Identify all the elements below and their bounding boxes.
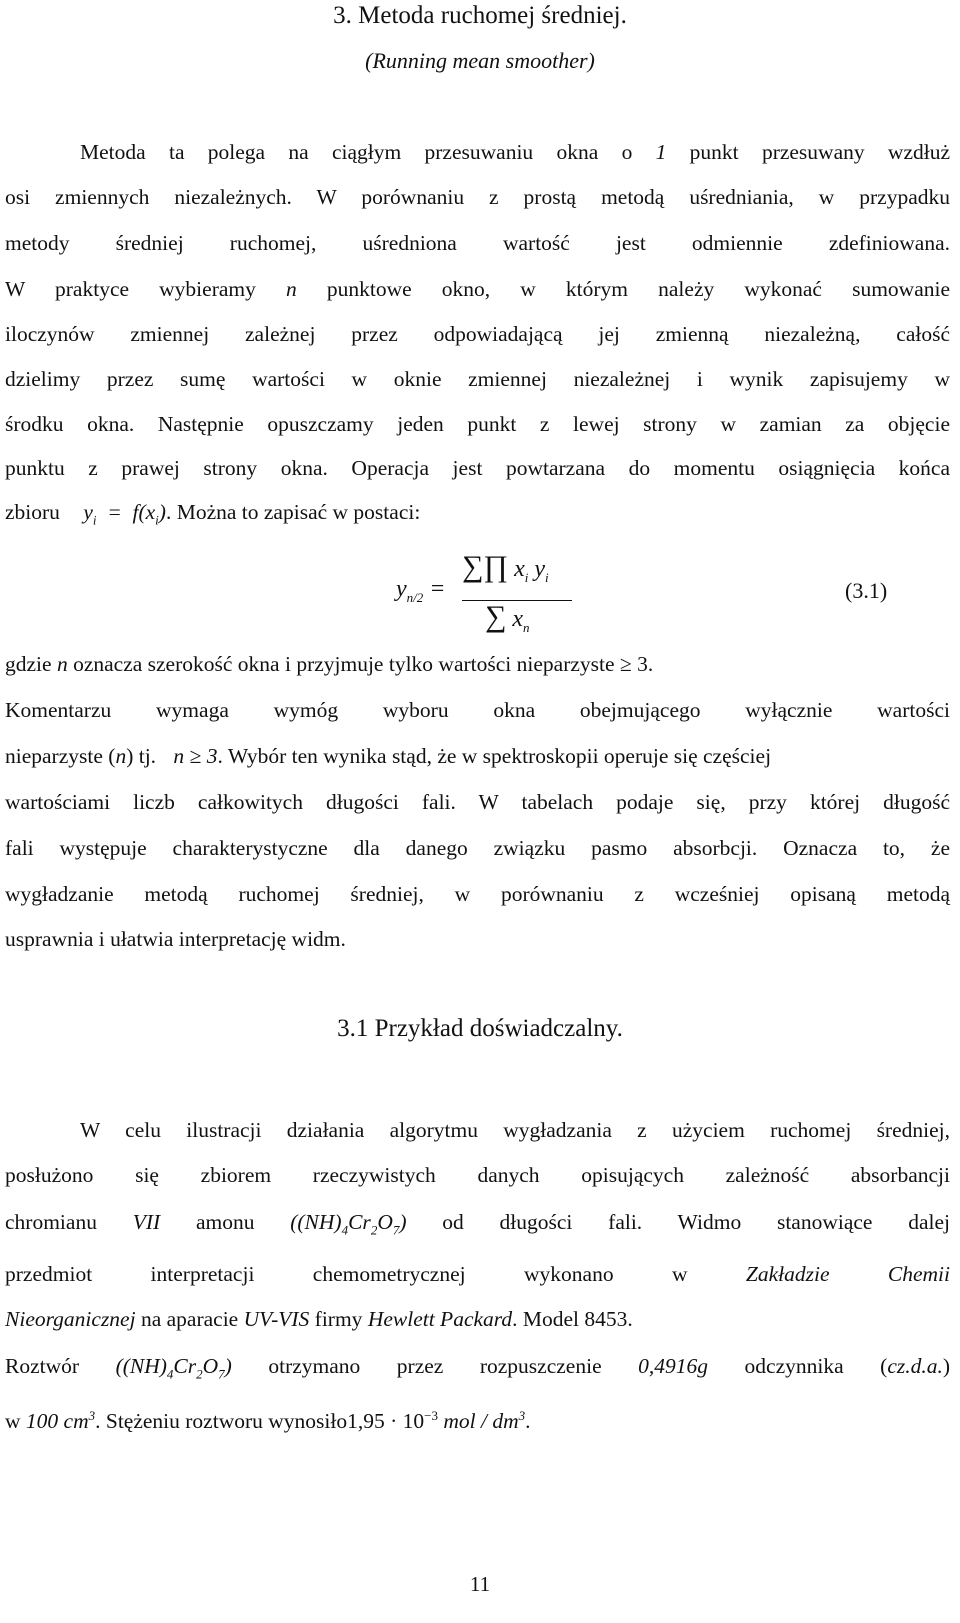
paragraph-line: W praktyce wybieramy n punktowe okno, w którym należy wykonać sumowanie	[5, 277, 951, 301]
paragraph-line: dzielimy przez sumę wartości w oknie zmiennej niezależnej i wynik zapisujemy w	[5, 367, 950, 391]
paragraph-line: nieparzyste (n) tj. n ≥ 3. Wybór ten wynika stąd, że w spektroskopii operuje się częściej	[5, 744, 772, 768]
sum-symbol: ∑ $x_n$	[485, 600, 530, 635]
chemical-formula: $((NH)_4Cr_2O_7)$	[290, 1210, 407, 1238]
paragraph-line: fali występuje charakterystyczne dla danego związku pasmo absorbcji. Oznacza to, że	[5, 836, 950, 860]
paragraph-line: iloczynów zmiennej zależnej przez odpowiadającą jej zmienną niezależną, całość	[5, 322, 950, 346]
paragraph-line: wartościami liczb całkowitych długości fali. W tabelach podaje się, przy której długość	[5, 790, 950, 814]
page-number: 11	[469, 1572, 491, 1596]
section-title: 3.1 Przykład doświadczalny.	[337, 1015, 623, 1042]
chemical-formula: $((NH)_4Cr_2O_7)$	[115, 1354, 232, 1382]
paragraph-line: W celu ilustracji działania algorytmu wygładzania z użyciem ruchomej średniej,	[80, 1118, 950, 1142]
paragraph-line: Roztwór $((NH)_4Cr_2O_7)$ otrzymano przez rozpuszczenie 0,4916g odczynnika (cz.d.a.)	[5, 1354, 951, 1382]
paragraph-line: środku okna. Następnie opuszczamy jeden punkt z lewej strony w zamian za objęcie	[5, 412, 950, 436]
paragraph-line: Komentarzu wymaga wymóg wyboru okna obejmującego wyłącznie wartości	[5, 698, 950, 722]
sum-product-symbol: ∑∏ $x_i$ $y_i$	[462, 550, 549, 585]
paragraph-line: zbioru $y_i = f(x_i)$. Można to zapisać w postaci:	[5, 500, 421, 528]
chapter-heading: 3. Metoda ruchomej średniej.	[333, 2, 627, 29]
paragraph-line: gdzie n oznacza szerokość okna i przyjmuje tylko wartości nieparzyste ≥ 3.	[5, 652, 654, 676]
paragraph-line: wygładzanie metodą ruchomej średniej, w porównaniu z wcześniej opisaną metodą	[5, 882, 950, 906]
paragraph-line: metody średniej ruchomej, uśredniona wartość jest odmiennie zdefiniowana.	[5, 231, 950, 255]
inline-formula: $y_i = f(x_i)$	[83, 500, 166, 528]
paragraph-line: w 100 $cm^3$. Stężeniu roztworu wynosiło1,95 · $10^{-3}$ mol / $dm^3$.	[5, 1408, 531, 1434]
equation-lhs: $y_{n/2}$ =	[396, 576, 446, 605]
paragraph-line: posłużono się zbiorem rzeczywistych danych opisujących zależność absorbancji	[5, 1163, 950, 1187]
paragraph-line: punktu z prawej strony okna. Operacja jest powtarzana do momentu osiągnięcia końca	[5, 456, 950, 480]
paragraph-line: usprawnia i ułatwia interpretację widm.	[5, 927, 346, 951]
paragraph-line: osi zmiennych niezależnych. W porównaniu z prostą metodą uśredniania, w przypadku	[5, 185, 950, 209]
paragraph-line: przedmiot interpretacji chemometrycznej wykonano w Zakładzie Chemii	[5, 1262, 950, 1286]
chapter-subheading: (Running mean smoother)	[365, 48, 595, 73]
equation-number: (3.1)	[845, 578, 888, 603]
paragraph-line: chromianu VII amonu $((NH)_4Cr_2O_7)$ od długości fali. Widmo stanowiące dalej	[5, 1210, 951, 1238]
paragraph-line: Metoda ta polega na ciągłym przesuwaniu okna o 1 punkt przesuwany wzdłuż	[80, 140, 951, 164]
paragraph-line: Nieorganicznej na aparacie UV-VIS firmy Hewlett Packard. Model 8453.	[5, 1307, 633, 1331]
